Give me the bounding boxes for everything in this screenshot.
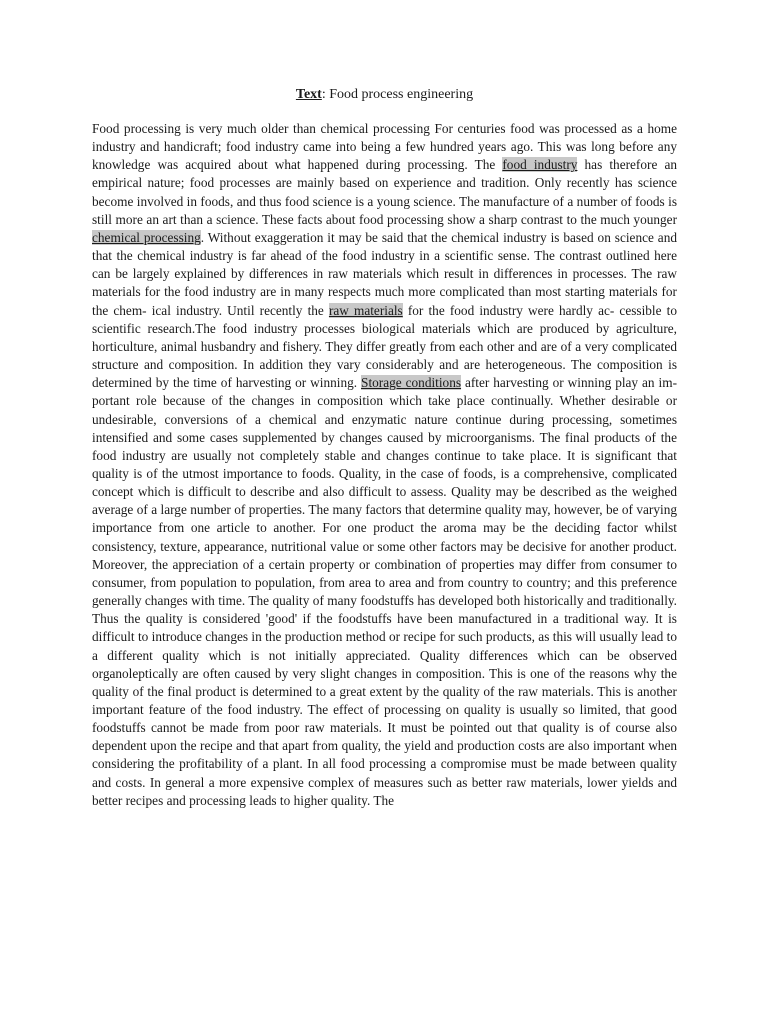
highlighted-term: Storage conditions <box>361 375 462 391</box>
highlighted-term: food industry <box>502 157 578 173</box>
document-title <box>92 86 677 104</box>
paragraph-text: after harvesting or winning play an im- portant role because of the changes in composition which take place continually. Whether desirable or undesirable, conversions of a chemical and enzymatic nature continue during processing, sometimes intensified and some cases supplemented by changes caused by microorganisms. The final products of the food industry are usually not completely stable and changes continue to take place. It is significant that quality is of the utmost importance to foods. Quality, in the case of foods, is a comprehensive, complicated concept which is difficult to describe and also difficult to assess. Quality may be described as the weighed average of a large number of properties. The many factors that determine quality may, however, be of varying importance from one article to another. For one product the aroma may be the deciding factor whilst consistency, texture, appearance, nutritional value or some other factors may be decisive for another product. Moreover, the appreciation of a certain property or combination of properties may differ from consumer to consumer, from population to population, from area to area and from country to country; and this preference generally changes with time. The quality of many foodstuffs has developed both historically and traditionally. Thus the quality is considered 'good' if the foodstuffs have been manufactured in a traditional way. It is difficult to introduce changes in the production method or recipe for such products, as this will usually lead to a different quality which is not initially appreciated. Quality differences which can be observed organoleptically are often caused by very slight changes in composition. This is one of the reasons why the quality of the final product is determined to a great extent by the quality of the raw materials. This is another important feature of the food industry. The effect of processing on quality is usually so limited, that good foodstuffs cannot be made from poor raw materials. It must be pointed out that quality is of course also dependent upon the recipe and that apart from quality, the yield and production costs are also important when considering the profitability of a plant. In all food processing a compromise must be made between quality and costs. In general a more expensive complex of measures such as better raw materials, lower yields and better recipes and processing leads to higher quality. The <box>92 375 678 808</box>
title-label: Text <box>295 87 322 102</box>
paragraph-text: Food processing is very much older than chemical processing For centuries food was processed as a home industry and handicraft; food industry came into being a few hundred years ago. This was long before any knowledge was acquired about what happened during processing. The <box>92 121 677 173</box>
title-text: : Food process engineering <box>321 87 474 102</box>
body-paragraph <box>92 120 677 810</box>
paragraph-text: for the food industry were hardly ac- cessible to scientific research.The food industry processes biological materials which are produced by agriculture, horticulture, animal husbandry and fishery. They differ greatly from each other and are of a very complicated structure and composition. In addition they vary considerably and are heterogeneous. The composition is determined by the time of harvesting or winning. <box>92 302 677 391</box>
paragraph-text: . Without exaggeration it may be said that the chemical industry is based on science and that the chemical industry is far ahead of the food industry in a scientific sense. The contrast outlined here can be largely explained by differences in raw materials which result in differences in processes. The raw materials for the food industry are in many respects much more complicated than most starting materials for the chem- ical industry. Until recently the <box>92 229 677 318</box>
highlighted-term: raw materials <box>328 302 403 318</box>
highlighted-term: chemical processing <box>92 229 201 245</box>
paragraph-text: has therefore an empirical nature; food processes are mainly based on experience and tradition. Only recently has science become involved in foods, and thus food science is a young science. The manufacture of a number of foods is still more an art than a science. These facts about food processing show a sharp contrast to the much younger <box>92 157 677 227</box>
